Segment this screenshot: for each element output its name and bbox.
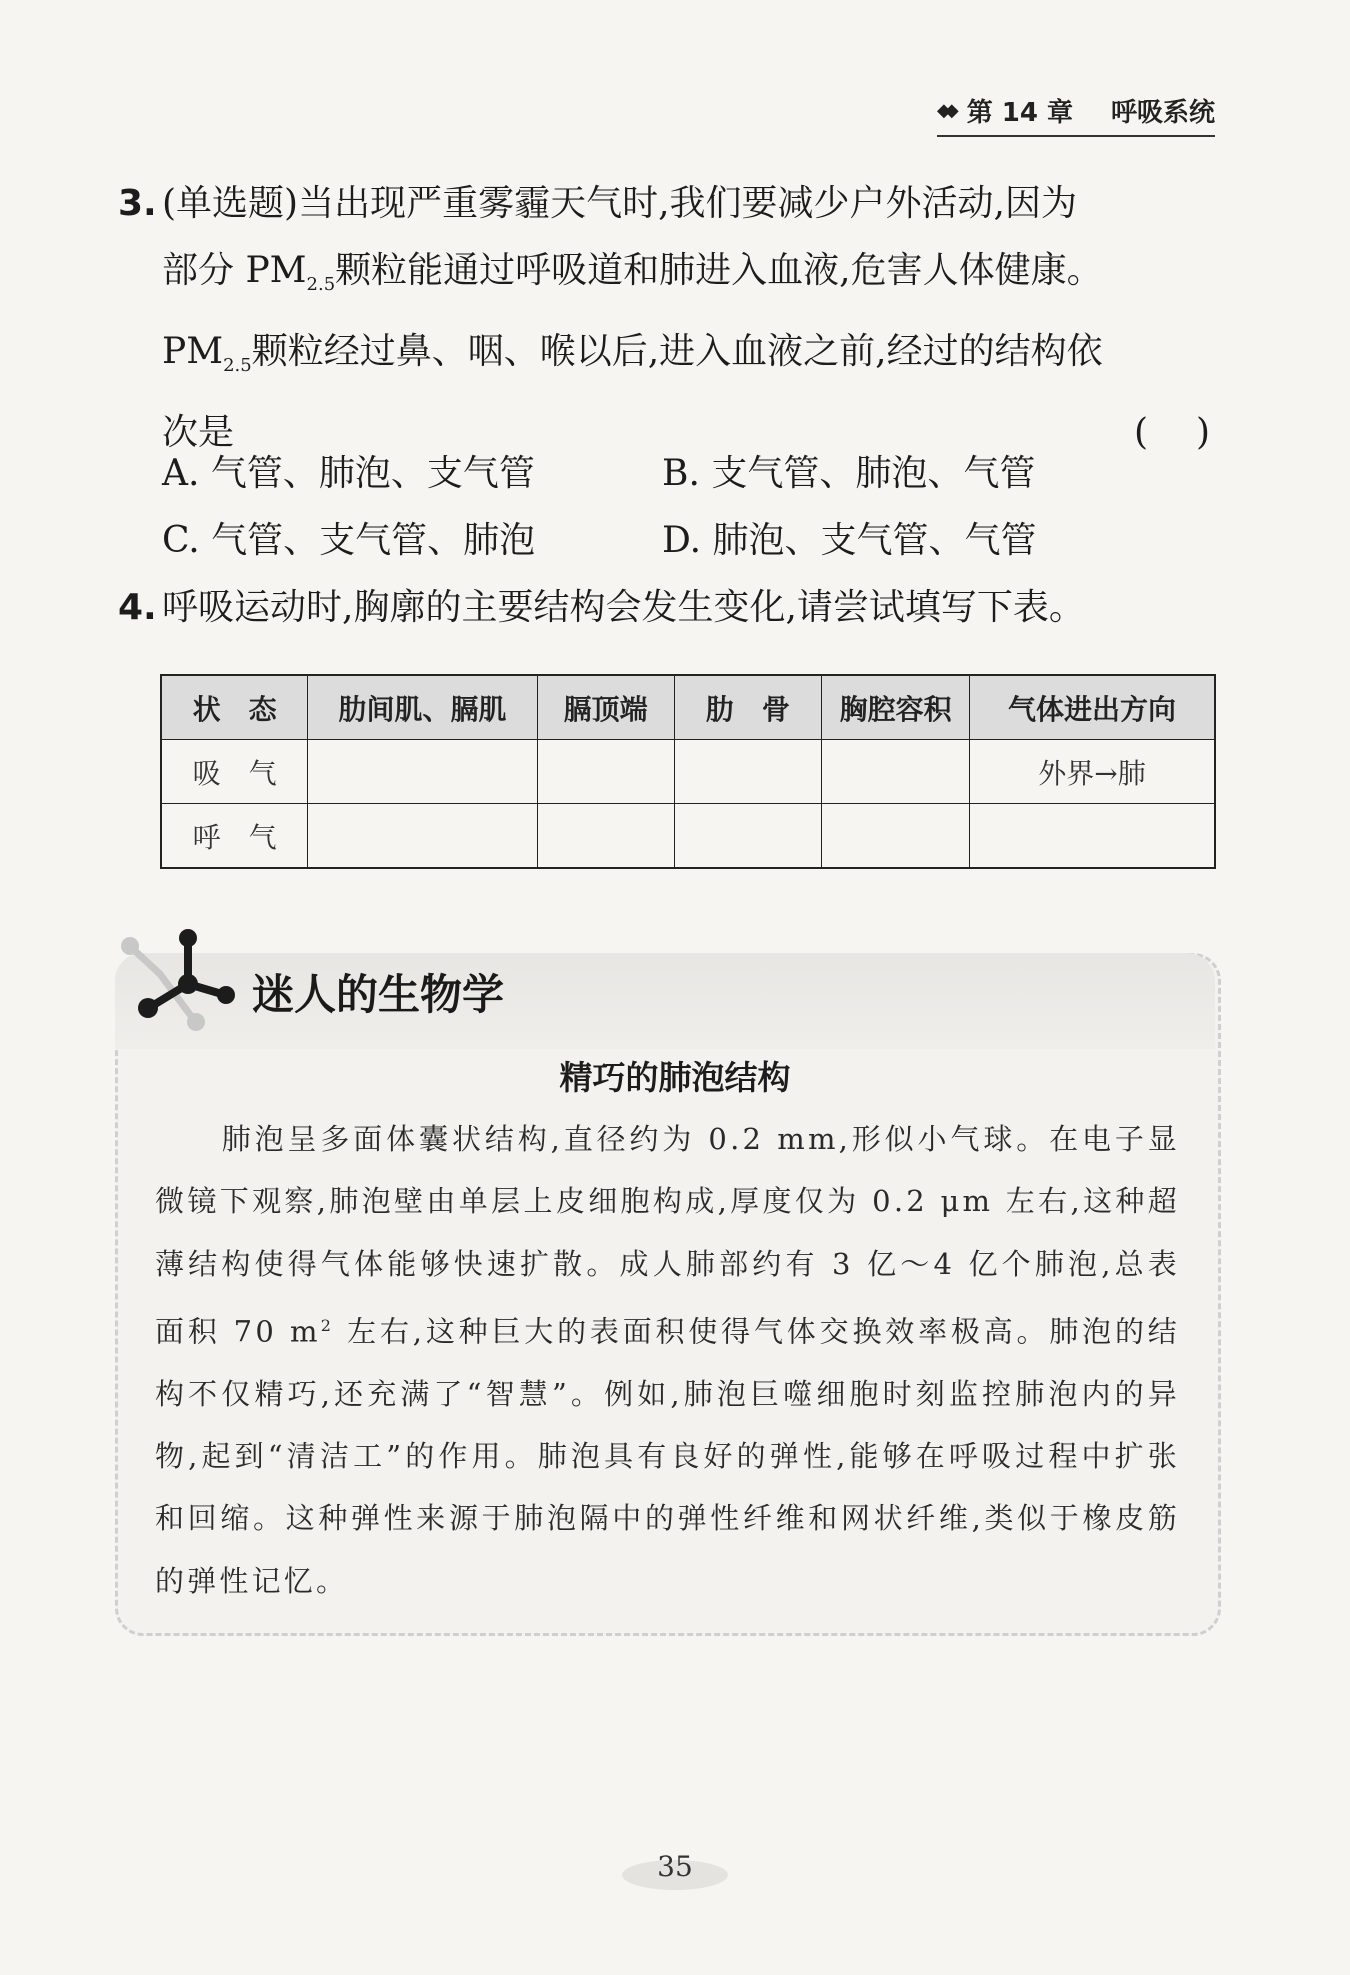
breathing-table [160,674,1216,869]
options [162,440,1162,574]
table-cell-blank[interactable] [308,804,538,869]
table-cell-blank[interactable] [970,804,1216,869]
table-cell-blank[interactable] [822,740,970,804]
subscript: 2.5 [223,355,252,377]
table-header: 肋间肌、膈肌 [308,675,538,740]
chapter-number: 第 14 章 [966,98,1073,128]
table-cell: 外界→肺 [970,740,1216,804]
question-text: 呼吸运动时,胸廓的主要结构会发生变化,请尝试填写下表。 [162,587,1085,628]
option-d[interactable] [662,507,1162,574]
page-number: 35 [657,1850,693,1883]
table-header: 气体进出方向 [970,675,1216,740]
paren-close: ) [1195,412,1210,454]
option-label: B. [662,453,700,494]
table-cell-blank[interactable] [674,740,822,804]
article-title: 精巧的肺泡结构 [559,1058,791,1097]
table-header: 状 态 [161,675,308,740]
section-title: 迷人的生物学 [252,970,505,1019]
option-text: 肺泡、支气管、气管 [712,520,1037,561]
table-cell-blank[interactable] [537,740,674,804]
question-text-line-3: PM [162,331,224,373]
question-text-line-3b: 颗粒经过鼻、咽、喉以后,进入血液之前,经过的结构依 [251,331,1103,373]
question-number: 4. [118,587,157,628]
question-3 [118,170,1218,466]
table-cell: 呼 气 [161,804,308,869]
question-number: 3. [118,183,157,224]
chapter-header [937,92,1215,137]
table-header: 胸腔容积 [822,675,970,740]
option-text: 气管、肺泡、支气管 [210,453,535,494]
option-label: C. [162,520,200,561]
option-label: A. [162,453,200,494]
diamond-bullets-icon: ◆◆ [937,100,953,121]
question-text-line-1: 当出现严重雾霾天气时,我们要减少户外活动,因为 [298,183,1077,224]
question-text-line-2b: 颗粒能通过呼吸道和肺进入血液,危害人体健康。 [335,250,1103,291]
molecule-icon [112,922,242,1042]
question-text-line-4: 次是 [162,412,235,454]
chapter-title: 呼吸系统 [1110,98,1215,128]
option-c[interactable] [162,507,662,574]
option-a[interactable] [162,440,662,507]
paren-open: ( [1133,412,1148,454]
table-row [161,740,1215,804]
subscript: 2.5 [306,274,336,296]
question-type-tag: (单选题) [162,183,299,224]
question-text-line-2: 部分 PM [162,250,307,291]
table-row [161,804,1215,869]
option-text: 气管、支气管、肺泡 [211,520,536,561]
article-text: 左右,这种巨大的表面积使得气体交换效率极高。肺泡的结构不仅精巧,还充满了“智慧”。例如,肺泡巨噬细胞时刻监控肺泡内的异物,起到“清洁工”的作用。肺泡具有良好的弹性,能够在呼吸过程中扩张和回缩。这种弹性来源于肺泡隔中的弹性纤维和网状纤维,类似于橡皮筋的弹性记忆。 [155,1314,1180,1598]
table-cell-blank[interactable] [308,740,538,804]
table-cell-blank[interactable] [537,804,674,869]
table-cell-blank[interactable] [822,804,970,869]
question-4 [118,574,1218,641]
table-cell-blank[interactable] [674,804,822,869]
table-header: 肋 骨 [674,675,822,740]
article-body [155,1108,1180,1612]
table-header-row [161,675,1215,740]
option-label: D. [662,520,702,561]
option-text: 支气管、肺泡、气管 [711,453,1036,494]
table-header: 膈顶端 [537,675,674,740]
superscript: 2 [320,1315,335,1335]
option-b[interactable] [662,440,1162,507]
article-text: 肺泡呈多面体囊状结构,直径约为 0.2 mm,形似小气球。在电子显微镜下观察,肺泡壁由单层上皮细胞构成,厚度仅为 0.2 μm 左右,这种超薄结构使得气体能够快速扩散。成人肺部约有 3 亿～4 亿个肺泡,总表面积 70 m [155,1122,1180,1349]
table-cell: 吸 气 [161,740,308,804]
